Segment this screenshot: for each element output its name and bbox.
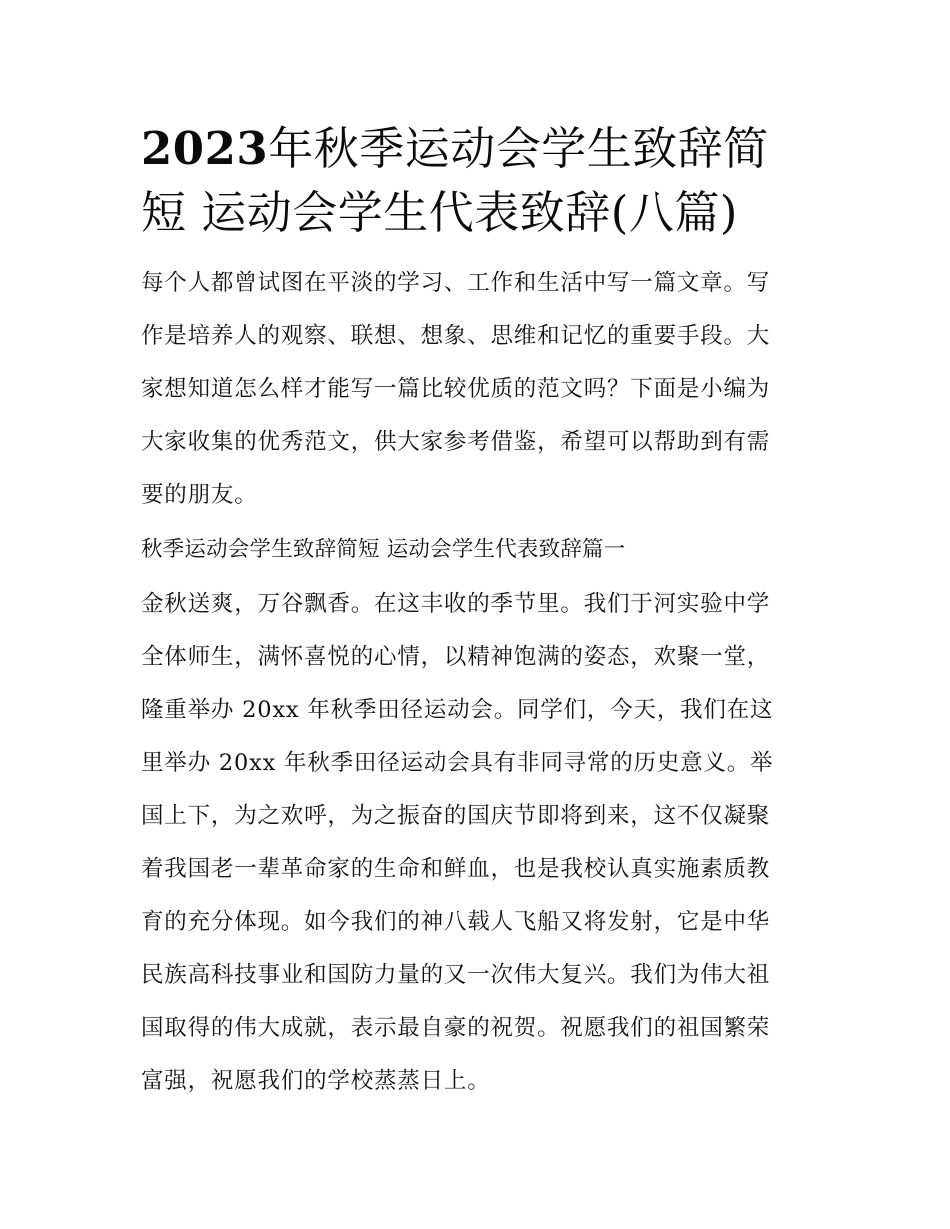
title-line-1 bbox=[141, 117, 813, 181]
document-content bbox=[141, 117, 813, 1108]
body-line: 金秋送爽，万谷飘香。在这丰收的季节里。我们于河实验中学 bbox=[141, 591, 771, 617]
intro-line: 要的朋友。 bbox=[141, 482, 258, 508]
intro-line: 家想知道怎么样才能写一篇比较优质的范文吗？下面是小编为 bbox=[141, 376, 771, 402]
title-year: 2023 bbox=[141, 122, 269, 175]
body-line: 富强，祝愿我们的学校蒸蒸日上。 bbox=[141, 1068, 491, 1094]
title-line-1-text: 年秋季运动会学生致辞简 bbox=[268, 122, 769, 175]
intro-line: 每个人都曾试图在平淡的学习、工作和生活中写一篇文章。写 bbox=[141, 270, 771, 296]
body-line: 民族高科技事业和国防力量的又一次伟大复兴。我们为伟大祖 bbox=[141, 962, 771, 988]
body-line: 里举办 20xx 年秋季田径运动会具有非同寻常的历史意义。举 bbox=[141, 750, 774, 776]
intro-line: 大家收集的优秀范文，供大家参考借鉴，希望可以帮助到有需 bbox=[141, 429, 771, 455]
body-line: 国上下，为之欢呼，为之振奋的国庆节即将到来，这不仅凝聚 bbox=[141, 803, 771, 829]
body-line: 育的充分体现。如今我们的神八载人飞船又将发射，它是中华 bbox=[141, 909, 771, 935]
document-title bbox=[141, 117, 813, 245]
title-line-2: 短 运动会学生代表致辞(八篇) bbox=[141, 186, 738, 239]
body-line: 全体师生，满怀喜悦的心情，以精神饱满的姿态，欢聚一堂， bbox=[141, 644, 771, 670]
body-paragraph bbox=[141, 578, 813, 1108]
body-line: 着我国老一辈革命家的生命和鲜血，也是我校认真实施素质教 bbox=[141, 856, 771, 882]
intro-line: 作是培养人的观察、联想、想象、思维和记忆的重要手段。大 bbox=[141, 323, 771, 349]
intro-paragraph bbox=[141, 257, 813, 522]
body-line: 国取得的伟大成就，表示最自豪的祝贺。祝愿我们的祖国繁荣 bbox=[141, 1015, 771, 1041]
section-heading: 秋季运动会学生致辞简短 运动会学生代表致辞篇一 bbox=[141, 537, 626, 562]
body-line: 隆重举办 20xx 年秋季田径运动会。同学们，今天，我们在这 bbox=[141, 697, 774, 723]
